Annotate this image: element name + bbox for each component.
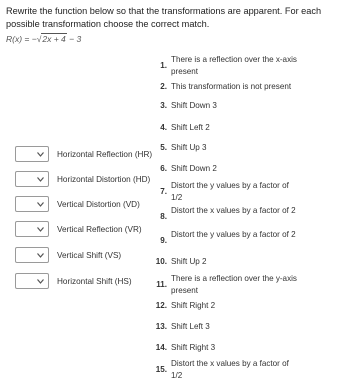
transformation-row: [15, 145, 152, 163]
transformation-row: [15, 170, 150, 188]
option-text: Shift Left 2: [171, 123, 210, 132]
chevron-down-icon: [37, 227, 44, 232]
transformation-label: Horizontal Distortion (HD): [57, 174, 151, 184]
transformation-label: Vertical Reflection (VR): [57, 224, 142, 234]
option-number: 1.: [160, 61, 167, 70]
option-number: 15.: [155, 365, 167, 374]
option-text: Shift Up 3: [171, 143, 207, 152]
transformation-row: [15, 246, 121, 264]
match-select-dropdown[interactable]: [15, 273, 49, 289]
question-prompt: Rewrite the function below so that the transformations are apparent. For each possible transformation choose the correct match.: [6, 6, 322, 29]
option-number: 13.: [155, 322, 167, 331]
option-number: 9.: [160, 236, 167, 245]
option-text: Distort the x values by a factor of 1/2: [171, 359, 289, 380]
transformation-label: Horizontal Shift (HS): [57, 276, 132, 286]
option-text: There is a reflection over the x-axis present: [171, 55, 297, 76]
option-text: Shift Up 2: [171, 257, 207, 266]
option-number: 12.: [155, 301, 167, 310]
chevron-down-icon: [37, 152, 44, 157]
option-text: Distort the x values by a factor of 2: [171, 206, 296, 215]
option-text: Shift Right 2: [171, 301, 216, 310]
chevron-down-icon: [37, 253, 44, 258]
option-text: Shift Right 3: [171, 343, 216, 352]
chevron-down-icon: [37, 279, 44, 284]
transformation-label: Horizontal Reflection (HR): [57, 149, 153, 159]
transformation-row: [15, 195, 140, 213]
option-text: Shift Down 2: [171, 164, 217, 173]
option-number: 5.: [160, 143, 167, 152]
match-select-dropdown[interactable]: [15, 221, 49, 237]
chevron-down-icon: [37, 202, 44, 207]
option-number: 6.: [160, 164, 167, 173]
option-number: 4.: [160, 123, 167, 132]
formula-radicand: 2x + 4: [42, 34, 66, 44]
option-number: 10.: [155, 257, 167, 266]
match-select-dropdown[interactable]: [15, 171, 49, 187]
sqrt-symbol: √: [36, 34, 42, 44]
chevron-down-icon: [37, 177, 44, 182]
option-number: 8.: [160, 212, 167, 221]
option-text: There is a reflection over the y-axis present: [171, 274, 297, 295]
option-text: Shift Left 3: [171, 322, 210, 331]
formula-rhs: − 3: [66, 34, 82, 44]
match-select-dropdown[interactable]: [15, 146, 49, 162]
option-number: 2.: [160, 82, 167, 91]
transformation-row: [15, 272, 132, 290]
transformation-row: [15, 220, 142, 238]
transformation-label: Vertical Distortion (VD): [57, 199, 140, 209]
option-text: Shift Down 3: [171, 101, 217, 110]
formula-lhs: R(x) = −: [6, 34, 37, 44]
match-select-dropdown[interactable]: [15, 196, 49, 212]
option-number: 3.: [160, 101, 167, 110]
option-number: 7.: [160, 187, 167, 196]
option-text: Distort the y values by a factor of 1/2: [171, 181, 289, 202]
option-number: 11.: [156, 280, 167, 289]
option-text: This transformation is not present: [171, 82, 292, 91]
option-text: Distort the y values by a factor of 2: [171, 230, 296, 239]
transformation-label: Vertical Shift (VS): [57, 250, 122, 260]
match-select-dropdown[interactable]: [15, 247, 49, 263]
function-formula: [6, 34, 81, 44]
option-number: 14.: [155, 343, 167, 352]
